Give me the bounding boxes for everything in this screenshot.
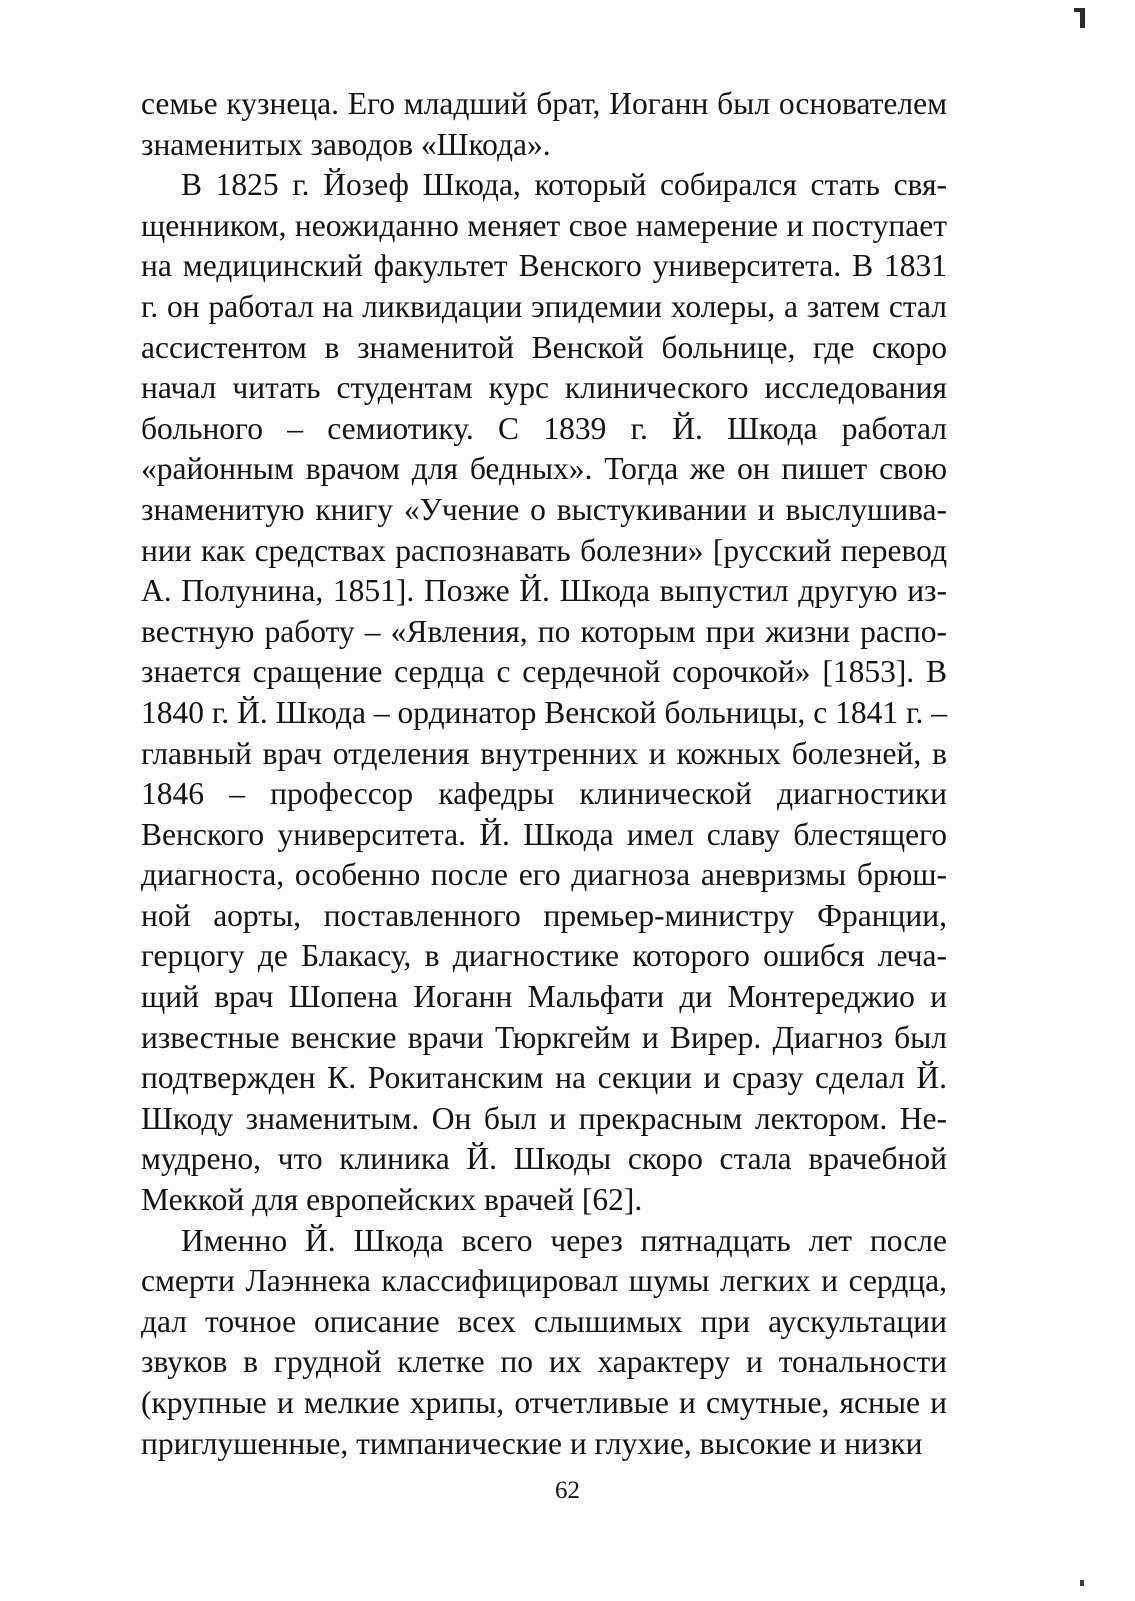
paragraph-skoda-biography: В 1825 г. Йозеф Шкода, который собирался стать священником, неожиданно меняет свое намерение и поступает на медицинский факультет Венского университета. В 1831 г. он работал на ликвидации эпидемии холеры, а затем стал ассистентом в знаменитой Венской больнице, где скоро начал читать студентам курс клинического исследования больного – семиотику. С 1839 г. Й. Шкода работал «районным врачом для бедных». Тогда же он пишет свою знаменитую книгу «Учение о выстукивании и выслушивании как средствах распознавать болезни» [русский перевод А. Полунина, 1851]. Позже Й. Шкода выпустил другую известную работу – «Явления, по которым при жизни распознается сращение сердца с сердечной сорочкой» [1853]. В 1840 г. Й. Шкода – ординатор Венской больницы, с 1841 г. – главный врач отделения внутренних и кожных болезней, в 1846 – профессор кафедры клинической диагностики Венского университета. Й. Шкода имел славу блестящего диагноста, особенно после его диагноза аневризмы брюшной аорты, поставленного премьер-министру Франции, герцогу де Блакасу, в диагностике которого ошибся лечащий врач Шопена Иоганн Мальфати ди Монтереджио и известные венские врачи Тюркгейм и Вирер. Диагноз был подтвержден К. Рокитанским на секции и сразу сделал Й. Шкоду знаменитым. Он был и прекрасным лектором. Немудрено, что клиника Й. Шкоды скоро стала врачебной Меккой для европейских врачей [62]. (141, 167, 947, 1218)
paragraph-continuation: семье кузнеца. Его младший брат, Иоганн был основателем знаменитых заводов «Шкода». (141, 86, 947, 162)
body-text (141, 84, 947, 1464)
scan-artifact-dot (1080, 1580, 1084, 1586)
paragraph-skoda-classification: Именно Й. Шкода всего через пятнадцать лет после смерти Лаэннека классифицировал шумы легких и сердца, дал точное описание всех слышимых при аускультации звуков в грудной клетке по их характеру и тональности (крупные и мелкие хрипы, отчетливые и смутные, ясные и приглушенные, тимпанические и глухие, высокие и низки (141, 1222, 947, 1461)
scan-artifact-mark (1080, 8, 1085, 28)
page-number: 62 (555, 1477, 580, 1504)
